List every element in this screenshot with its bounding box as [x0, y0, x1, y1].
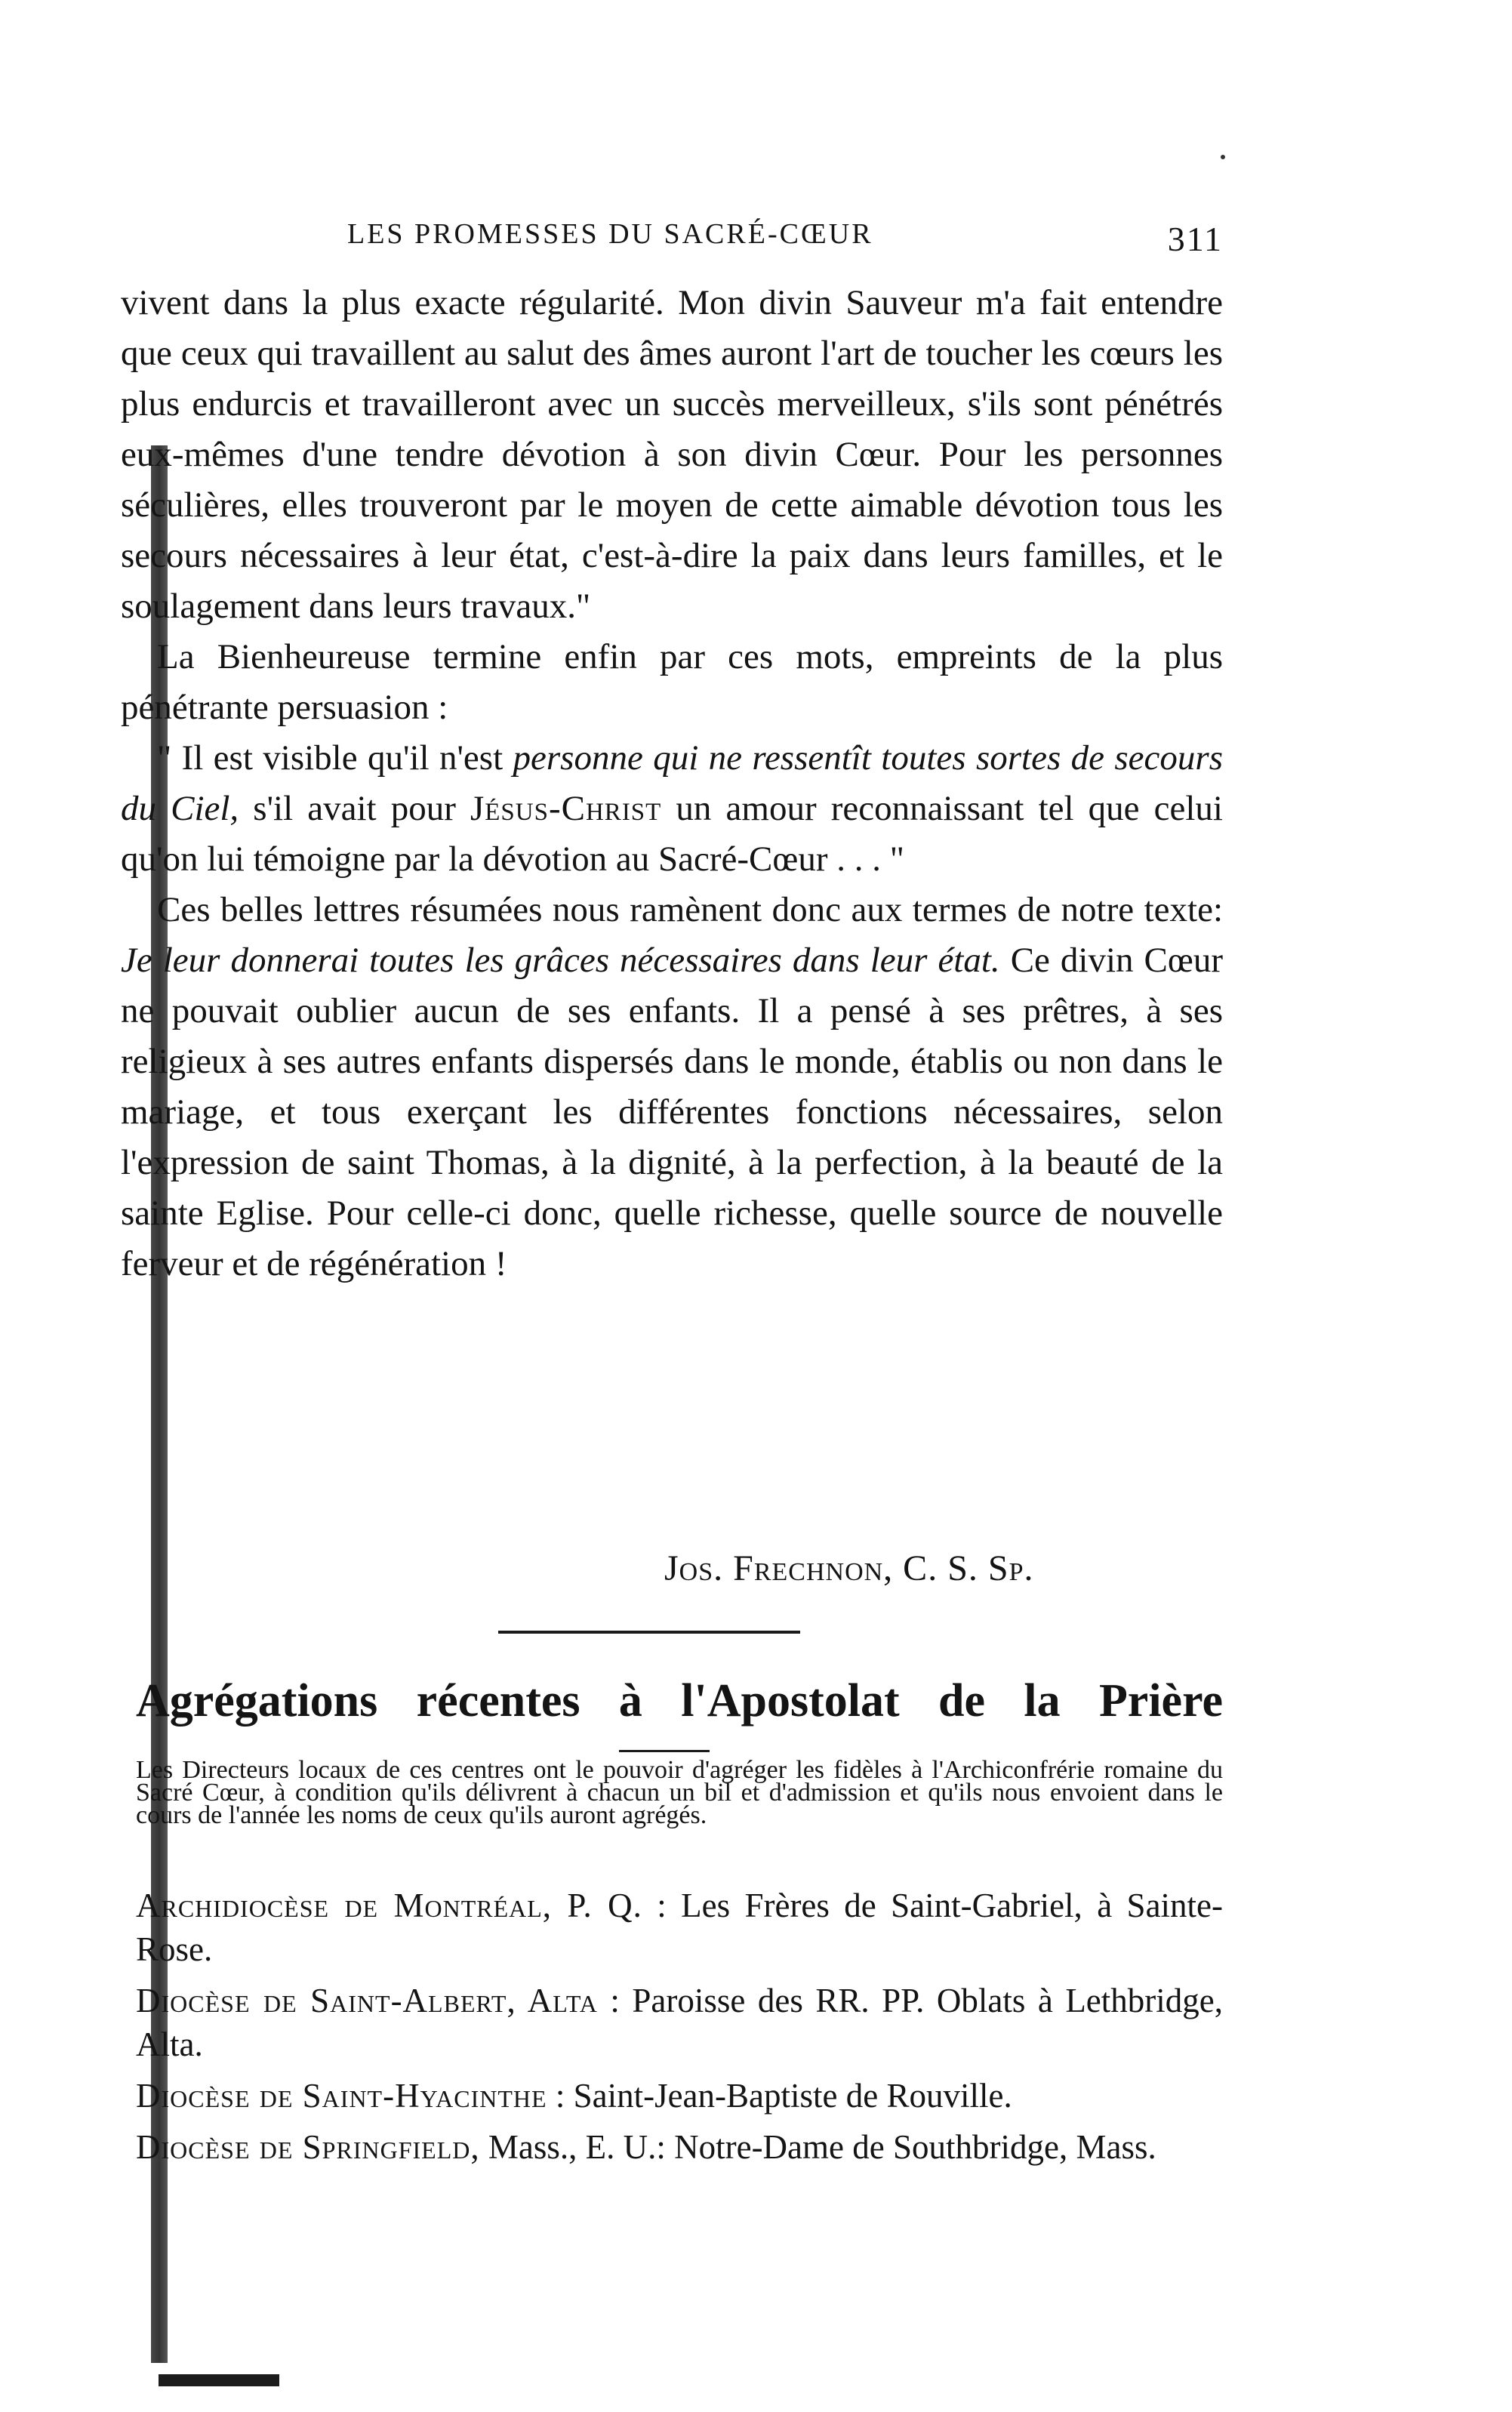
author-signature: Jos. Frechnon, C. S. Sp.: [664, 1548, 1034, 1588]
diocese-name: Archidiocèse de Montréal, P. Q.: [136, 1887, 642, 1924]
diocese-entry: [136, 1979, 1223, 2066]
quote-text-a: " Il est visible qu'il n'est: [157, 738, 513, 778]
diocese-entry: [136, 2074, 1223, 2118]
diocese-name: Diocèse de Saint-Hyacinthe: [136, 2077, 547, 2115]
paragraph-3-quote: [121, 733, 1223, 885]
diocese-name: Diocèse de Springfield,: [136, 2128, 480, 2166]
quote-italic: personne qui ne ressentît toutes sortes de secours du Ciel,: [121, 738, 1223, 828]
p4-text-a: Ces belles lettres résumées nous ramènent donc aux termes de notre texte:: [157, 890, 1223, 929]
running-head: [174, 217, 1223, 263]
page-number: 311: [1167, 220, 1223, 258]
diocese-text: : Paroisse des RR. PP. Oblats à Lethbridge, Alta.: [136, 1982, 1223, 2063]
paragraph-2: La Bienheureuse termine enfin par ces mots, empreints de la plus pénétrante persuasion :: [121, 637, 1223, 727]
running-title: LES PROMESSES DU SACRÉ-CŒUR: [347, 218, 873, 250]
p4-text-b: Ce divin Cœur ne pouvait oublier aucun de ses enfants. Il a pensé à ses prêtres, à ses religieux à ses autres enfants dispersés dans le monde, établis ou non dans le mariage, et tous exerçant les différentes fonctions nécessaires, selon l'expression de saint Thomas, à la dignité, à la perfection, à la beauté de la sainte Eglise. Pour celle-ci donc, quelle richesse, quelle source de nouvelle ferveur et de régénération !: [121, 941, 1223, 1283]
diocese-entry: [136, 2125, 1223, 2169]
diocese-entry: [136, 1884, 1223, 1971]
diocese-name: Diocèse de Saint-Albert, Alta: [136, 1982, 598, 2019]
quote-text-c: un amour reconnaissant tel que celui qu'on lui témoigne par la dévotion au Sacré-Cœur . . . ": [121, 789, 1223, 879]
diocese-list: [136, 1884, 1223, 2176]
paragraph-4: [121, 885, 1223, 1289]
binding-foot-mark: [159, 2374, 279, 2386]
quote-text-b: s'il avait pour: [239, 789, 470, 828]
diocese-text: : Les Frères de Saint-Gabriel, à Sainte-Rose.: [136, 1887, 1224, 1968]
main-text: [121, 278, 1223, 1289]
section-divider: [498, 1631, 800, 1634]
p4-italic: Je leur donnerai toutes les grâces nécessaires dans leur état.: [121, 941, 1000, 980]
quote-small-caps: Jésus-Christ: [470, 789, 662, 828]
diocese-text: Mass., E. U.: Notre-Dame de Southbridge, Mass.: [479, 2128, 1156, 2166]
paragraph-1: vivent dans la plus exacte régularité. Mon divin Sauveur m'a fait entendre que ceux qui travaillent au salut des âmes auront l'art de toucher les cœurs les plus endurcis et travailleront avec un succès merveilleux, s'ils sont pénétrés eux-mêmes d'une tendre dévotion à son divin Cœur. Pour les personnes séculières, elles trouveront par le moyen de cette aimable dévotion tous les secours nécessaires à leur état, c'est-à-dire la paix dans leurs familles, et le soulagement dans leurs travaux.": [121, 283, 1223, 626]
scan-speck: [1221, 155, 1225, 159]
heading-underline: [619, 1750, 710, 1752]
diocese-text: : Saint-Jean-Baptiste de Rouville.: [547, 2077, 1012, 2115]
notice-text: Les Directeurs locaux de ces centres ont le pouvoir d'agréger les fidèles à l'Archiconfrérie romaine du Sacré Cœur, à condition qu'ils délivrent à chacun un bil et d'admission et qu'ils nous envoient dans le cours de l'année les noms de ceux qu'ils auront agrégés.: [136, 1756, 1223, 1829]
section-heading: Agrégations récentes à l'Apostolat de la Prière: [136, 1675, 1223, 1727]
